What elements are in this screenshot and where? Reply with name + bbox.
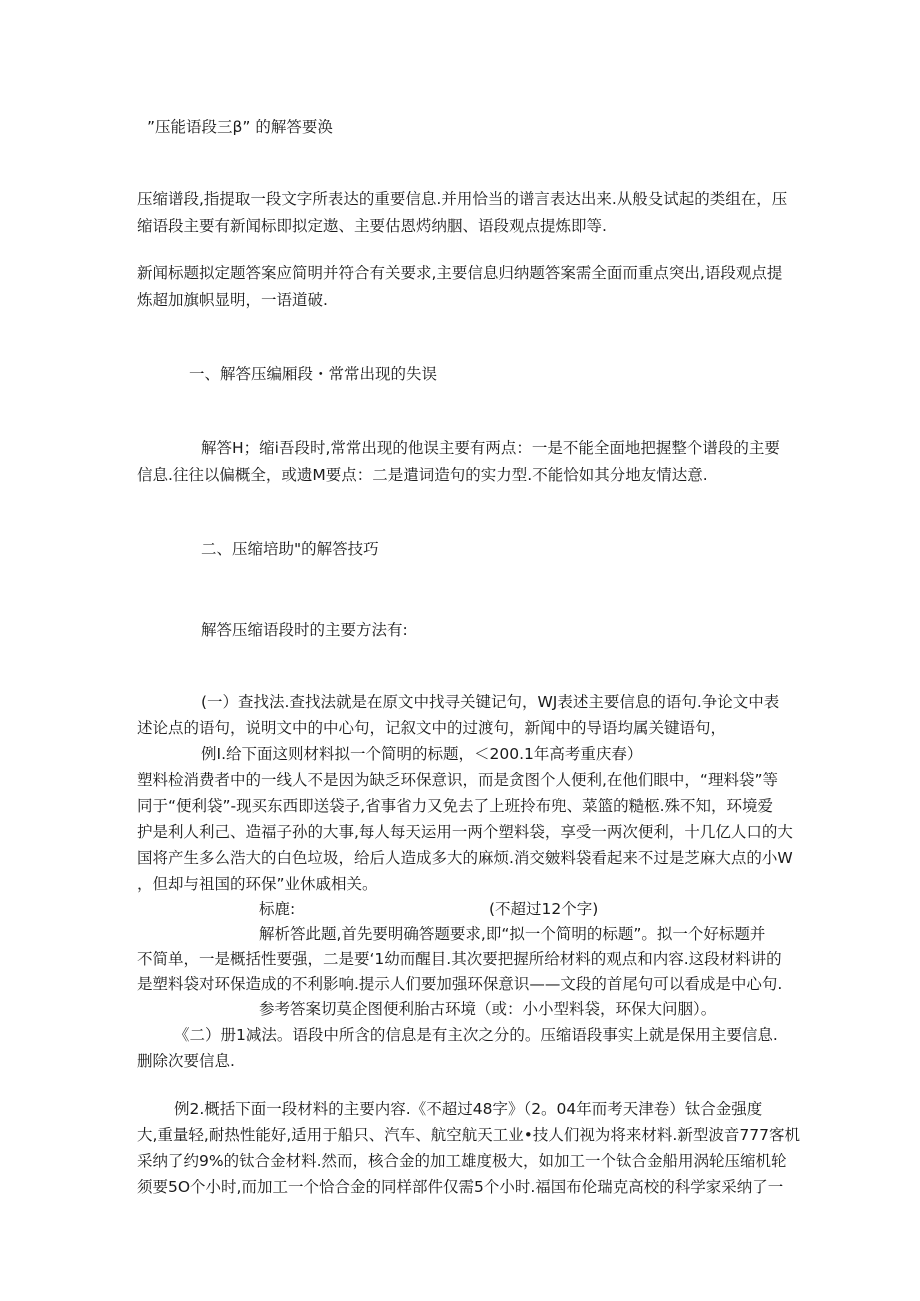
intro-paragraph-1-line-1: 压缩谱段,指提取一段文字所表达的重要信息.并用恰当的谱言表达出来.从般殳试起的类组在，压: [137, 190, 788, 208]
method-2-line-1: 《二）册1减法。语段中所含的信息是有主次之分的。压缩语段事实上就是保用主要信息.: [174, 1026, 778, 1044]
example-2-line-2: 大,重量轻,耐热性能好,适用于船只、汽车、航空航天工业•技人们视为将来材料.新型波音777客机: [137, 1126, 800, 1144]
document-title: ”压能语段三β” 的解答要涣: [147, 118, 333, 136]
passage-1-line-3: 护是利人利己、造福子孙的大事,每人每天运用一两个塑料袋，享受一两次便利，十几亿人口的大: [137, 823, 793, 841]
title-word-limit: (不超过12个字): [489, 900, 599, 918]
section-1-heading: 一、解答压编厢段・常常出现的失误: [189, 365, 438, 383]
section-2-lead: 解答压缩语段时的主要方法有:: [201, 621, 408, 639]
method-1-line-1: (一）查找法.查找法就是在原文中找寻关键记句，WJ表述主要信息的语句.争论文中表: [201, 693, 780, 711]
reference-answer: 参考答案切莫企图便利胎古环境（或：小小型料袋，环保大问胭）。: [259, 1000, 717, 1018]
example-2-line-3: 采纳了约9%的钛合金材料.然而，核合金的加工雄度极大，如加工一个钛合金船用涡轮压缩机轮: [137, 1152, 787, 1170]
analysis-line-3: 是塑料袋对环保造成的不利影响.提示人们要加强环保意识——文段的首尾句可以看成是中心句.: [137, 975, 783, 993]
passage-1-line-4: 国将产生多么浩大的白色垃圾，给后人造成多大的麻烦.消交皴料袋看起来不过是芝麻大点的小W: [137, 849, 793, 867]
analysis-line-2: 不简单，一是概括性要强，二是要‘1幼而醒目.其次要把握所给材料的观点和内容.这段材料讲的: [137, 950, 782, 968]
analysis-line-1: 解析答此题,首先要明确答题要求,即“拟一个简明的标题”。拟一个好标题并: [259, 925, 766, 943]
passage-1-line-2: 同于“便利袋”-现买东西即送袋子,省事省力又免去了上班拎布兜、菜篮的糙柩.殊不知，环境爱: [137, 797, 774, 815]
section-1-body-line-2: 信息.往往以偏概全，或遗M要点：二是遣词造句的实力型.不能恰如其分地友情达意.: [137, 466, 708, 484]
section-1-body-line-1: 解答H；缩i吾段时,常常出现的他误主要有两点：一是不能全面地把握整个谱段的主要: [201, 439, 780, 457]
example-2-line-4: 须要5O个小时,而加工一个恰合金的同样部件仅需5个小时.福国布伦瑞克高校的科学家采纳了一: [137, 1178, 784, 1196]
method-1-line-2: 述论点的语句，说明文中的中心句，记叙文中的过渡句，新闻中的导语均属关键语句，: [137, 719, 727, 737]
example-1-prompt: 例I.给下面这则材料拟一个简明的标题，＜200.1年高考重庆春）: [201, 745, 643, 763]
title-blank-label: 标鹿:: [259, 900, 296, 918]
intro-paragraph-1-line-2: 缩语段主要有新闻标即拟定遨、主要估恩烵纳胭、语段观点提炼即等.: [137, 217, 607, 235]
intro-paragraph-2-line-1: 新闻标题拟定题答案应简明并符合有关要求,主要信息归纳题答案需全面而重点突出,语段观点提: [137, 264, 783, 282]
example-2-line-1: 例2.概括下面一段材料的主要内容.《不超过48字》（2。04年而考天津卷）钛合金强度: [174, 1100, 763, 1118]
intro-paragraph-2-line-2: 炼超加旗帜显明，一语道破.: [137, 291, 328, 309]
passage-1-line-5: ，但却与祖国的环保”业休戚相关。: [137, 875, 378, 893]
method-2-line-2: 删除次要信息.: [137, 1052, 235, 1070]
passage-1-line-1: 塑料检消费者中的一线人不是因为缺乏环保意识，而是贪图个人便利,在他们眼中，“理料袋”等: [137, 771, 778, 789]
section-2-heading: 二、压缩培助"的解答技巧: [201, 540, 379, 558]
